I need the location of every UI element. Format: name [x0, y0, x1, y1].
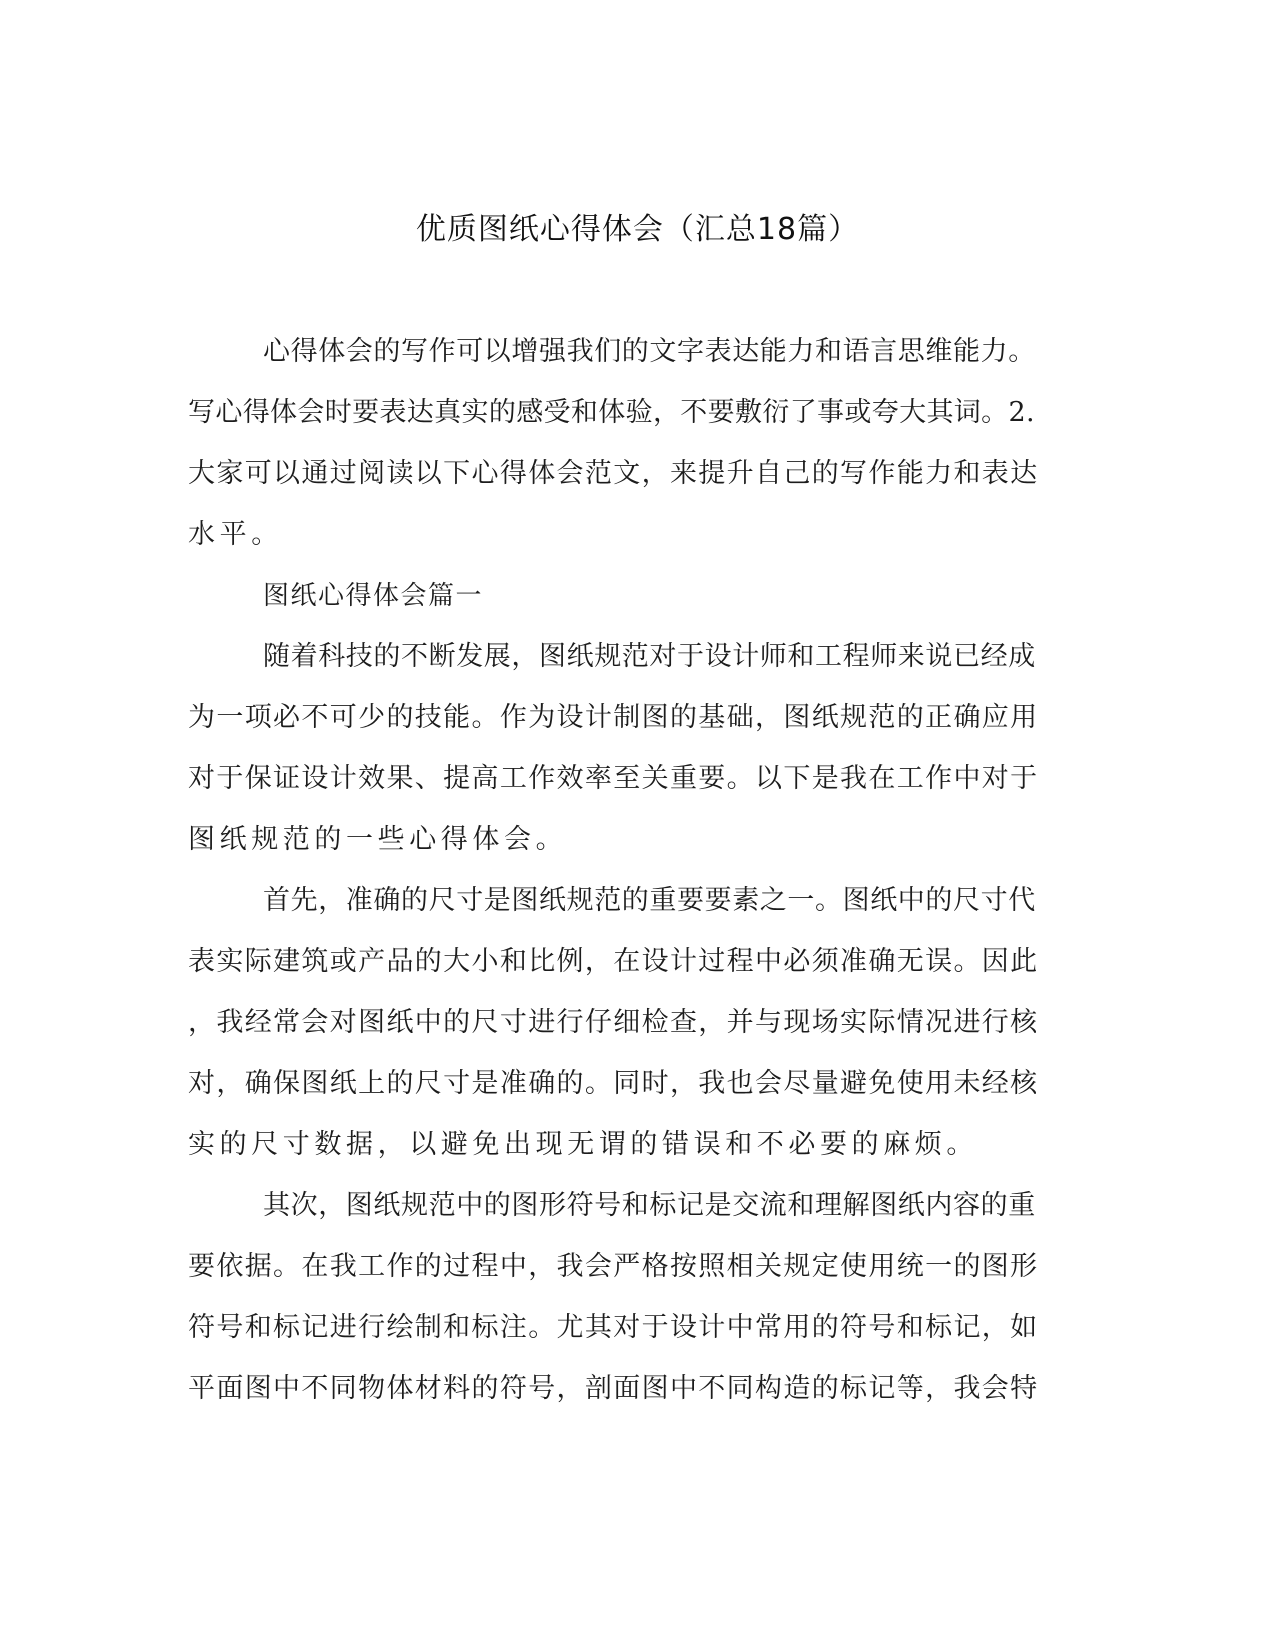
paragraph-line: 为一项必不可少的技能。作为设计制图的基础，图纸规范的正确应用 — [188, 702, 1039, 733]
paragraph-line: 首先，准确的尺寸是图纸规范的重要要素之一。图纸中的尺寸代 — [263, 885, 1036, 916]
document-title: 优质图纸心得体会（汇总18篇） — [415, 212, 860, 247]
paragraph-line: 表实际建筑或产品的大小和比例，在设计过程中必须准确无误。因此 — [188, 946, 1039, 977]
paragraph-line: 符号和标记进行绘制和标注。尤其对于设计中常用的符号和标记，如 — [188, 1312, 1039, 1343]
paragraph-line: 随着科技的不断发展，图纸规范对于设计师和工程师来说已经成 — [263, 641, 1036, 672]
paragraph-line: 实的尺寸数据，以避免出现无谓的错误和不必要的麻烦。 — [188, 1129, 978, 1160]
paragraph-line: 水平。 — [188, 519, 283, 550]
paragraph-line: 心得体会的写作可以增强我们的文字表达能力和语言思维能力。 — [263, 336, 1036, 367]
paragraph-line: 图纸规范的一些心得体会。 — [188, 824, 568, 855]
section-heading: 图纸心得体会篇一 — [263, 581, 484, 611]
paragraph-line: 对，确保图纸上的尺寸是准确的。同时，我也会尽量避免使用未经核 — [188, 1068, 1039, 1099]
paragraph-line: 写心得体会时要表达真实的感受和体验，不要敷衍了事或夸大其词。2. — [188, 397, 1035, 428]
paragraph-line: 其次，图纸规范中的图形符号和标记是交流和理解图纸内容的重 — [263, 1190, 1036, 1221]
paragraph-line: 大家可以通过阅读以下心得体会范文，来提升自己的写作能力和表达 — [188, 458, 1039, 489]
paragraph-line: 平面图中不同物体材料的符号，剖面图中不同构造的标记等，我会特 — [188, 1373, 1039, 1404]
paragraph-line: 对于保证设计效果、提高工作效率至关重要。以下是我在工作中对于 — [188, 763, 1039, 794]
paragraph-line: 要依据。在我工作的过程中，我会严格按照相关规定使用统一的图形 — [188, 1251, 1039, 1282]
paragraph-line: ，我经常会对图纸中的尺寸进行仔细检查，并与现场实际情况进行核 — [188, 1007, 1039, 1038]
